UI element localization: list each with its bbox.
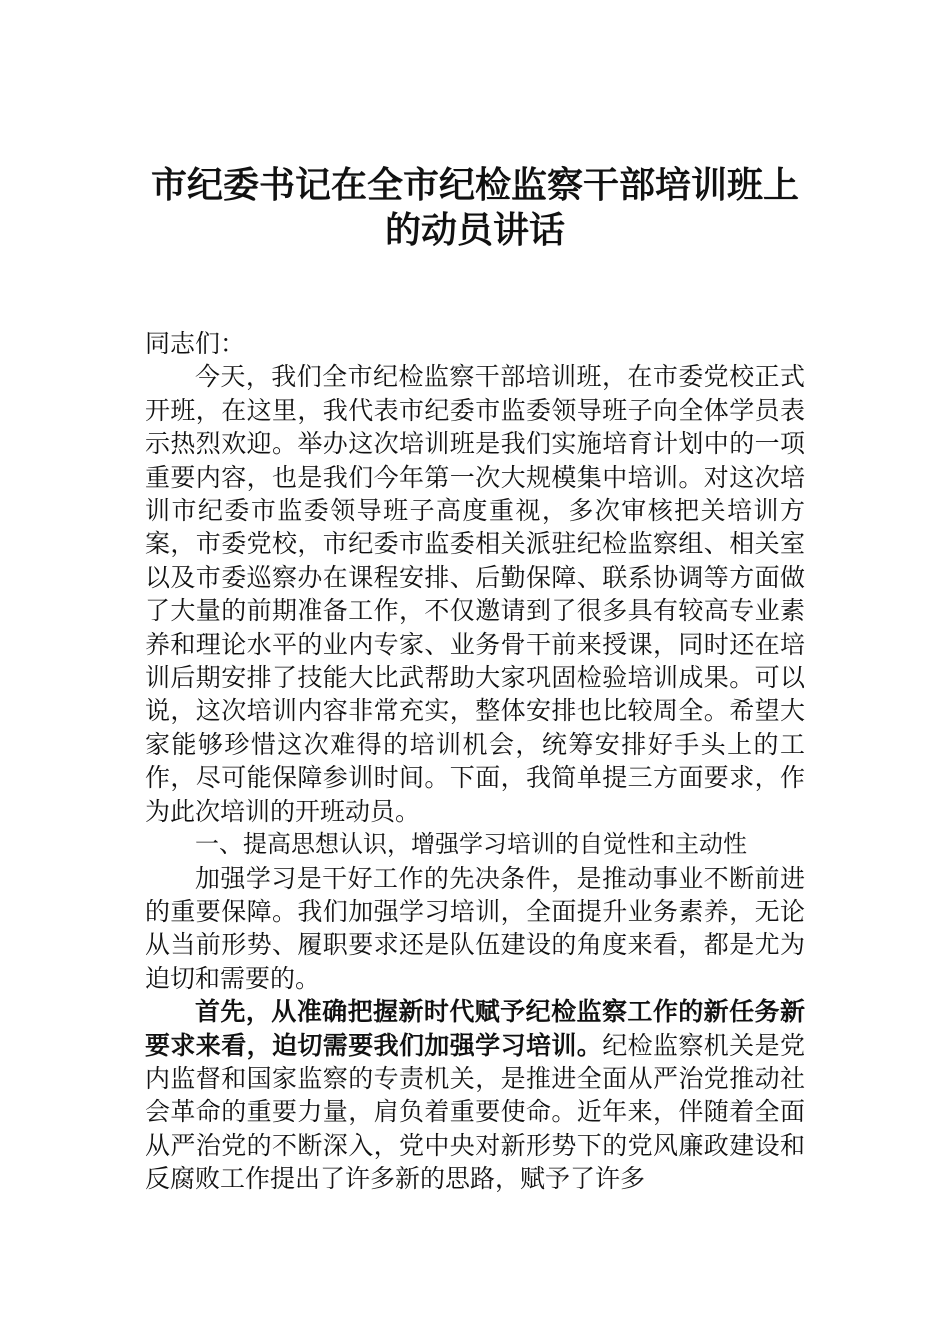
document-title-line-2: 的动员讲话 xyxy=(384,209,565,251)
paragraph-learning: 加强学习是干好工作的先决条件，是推动事业不断前进的重要保障。我们加强学习培训，全面提升业务素养，无论从当前形势、履职要求还是队伍建设的角度来看，都是尤为迫切和需要的。 xyxy=(145,863,805,993)
paragraph-body-text: 纪检监察机关是党内监督和国家监察的专责机关，是推进全面从严治党推动社会革命的重要力量，肩负着重要使命。近年来，伴随着全面从严治党的不断深入，党中央对新形势下的党风廉政建设和反腐败工作提出了许多新的思路，赋予了许多 xyxy=(145,1030,805,1194)
document-title-line-1: 市纪委书记在全市纪检监察干部培训班上 xyxy=(150,164,799,206)
document-body xyxy=(145,327,805,1196)
paragraph-opening: 今天，我们全市纪检监察干部培训班，在市委党校正式开班，在这里，我代表市纪委市监委领导班子向全体学员表示热烈欢迎。举办这次培训班是我们实施培育计划中的一项重要内容，也是我们今年第一次大规模集中培训。对这次培训市纪委市监委领导班子高度重视，多次审核把关培训方案，市委党校，市纪委市监委相关派驻纪检监察组、相关室以及市委巡察办在课程安排、后勤保障、联系协调等方面做了大量的前期准备工作，不仅邀请到了很多具有较高专业素养和理论水平的业内专家、业务骨干前来授课，同时还在培训后期安排了技能大比武帮助大家巩固检验培训成果。可以说，这次培训内容非常充实，整体安排也比较周全。希望大家能够珍惜这次难得的培训机会，统筹安排好手头上的工作，尽可能保障参训时间。下面，我简单提三方面要求，作为此次培训的开班动员。 xyxy=(145,362,805,826)
section-heading-1: 一、提高思想认识，增强学习培训的自觉性和主动性 xyxy=(195,830,747,859)
paragraph-first-point xyxy=(145,995,805,1195)
salutation: 同志们： xyxy=(145,329,246,358)
paragraph-bold-lead: 首先，从准确把握新时代赋予纪检监察工作的新任务新要求来看，迫切需要我们加强学习培训。 xyxy=(145,997,805,1060)
